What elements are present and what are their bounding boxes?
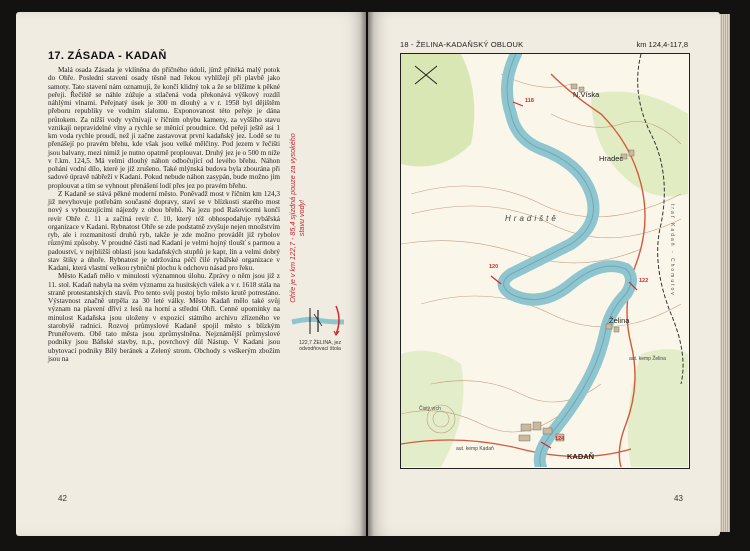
map-label-hradec: Hradec <box>599 154 624 163</box>
side-note-text: Ohře je v km 122,7 - 85,4 sjízdná pouze za vysokého stavu vody! <box>288 133 306 303</box>
km-marker-118: 118 <box>525 98 534 104</box>
page-block-edge <box>720 14 730 532</box>
section-heading: 17. ZÁSADA - KADAŇ <box>48 50 167 62</box>
map-label-railway: trať Kadaň - Chomutov <box>669 204 675 297</box>
km-marker-120: 120 <box>489 264 499 270</box>
map-title: 18 - ŽELINA-KADAŇSKÝ OBLOUK <box>400 40 524 49</box>
paragraph-1: Malá osada Zásada je vklíněna do příčného údolí, jímž přitéká malý potok do Ohře. Poslední stavení osady těsně nad řekou vyhlížejí při plavbě jako samoty. Tato stavení nám oznamují, že končí klidný tok a že se blížíme k pěkné peřeji. Řečiště se náhle zúžuje a stlačená voda překonává výškový rozdíl náhlými vlnami. Peřejnatý úsek je 300 m dlouhý a v r. 1958 byl dějištěm přeboru republiky ve vodním slalomu. Exponovanost této peřeje je dána průtokem. Za nižší vody vyčnívají v říčním ohybu kameny, za vyššího stavu vznikají nepravidelné vlny a rychle se měnící proudnice. Od peřejí ještě asi 1 km voda rychle proudí, než ji začne zastavovat první kadaňský jez. Lodě se tu přenášejí po pravém břehu, kde však jsou velké mělčiny. Pod jezem v řečišti jsou balvany, mezi nimiž je nutno opatrně proplouvat. Druhý jez je o 500 m níže v ř.km. 124,5. Má velmi dlouhý náhon odbočující od levého břehu. Náhon pohání vodní dílo, které je již zrušeno. Také mlýnská budova byla zbourána při sadové úpravě nábřeží v Kadani. Pokud nebude náhon zasypán, bude možno jím proplouvat a tím se vyhnout přenášení lodí přes jez po pravém břehu. <box>48 66 280 190</box>
map-label-camp-zelina: aut. kemp Želina <box>629 356 666 362</box>
map-label-hradiste: Hradiště <box>505 214 559 223</box>
map-km-range: km 124,4-117,8 <box>636 40 688 49</box>
km-marker-122: 122 <box>639 278 649 284</box>
river-map <box>400 53 690 469</box>
side-note-box <box>286 130 330 310</box>
paragraph-3: Město Kadaň mělo v minulosti významnou úlohu. Zprávy o něm jsou již z 11. stol. Kadaň nabyla na svém významu za husitských válek a v r. 1618 stála na straně protestantských stavů. Pro tento svůj postoj bylo město krutě potrestáno. Výstavnost značně utrpěla za 30 leté války. Město Kadaň mělo také svůj význam na plavení dříví z lesů na horní a střední Ohři. Cenné upomínky na minulost Kadaňska jsou uloženy v expozici státního archivu zřízeného ve starobylé radnici. Rozvoj průmyslové Kadaně spojil město s blízkým Prunéřovem. Obě tato města jsou zprůmyslněna. Nejznámější průmyslové podniky jsou Báňské stavby, n.p., povrchový důl Nástup. V Kadani jsou ubytovací podniky Bílý beránek a Zelený strom. Obchody s veškerým zbožím jsou na <box>48 272 280 363</box>
map-label-cisty-vrch: Čistý vrch <box>419 406 441 412</box>
map-label-camp-kadan: aut. kemp Kadaň <box>456 446 494 452</box>
km-marker-124: 124 <box>555 436 565 442</box>
paragraph-2: Z Kadaně se stává pěkné moderní město. Poněvadž most v říčním km 124,3 již nevyhovuje potřebám současné dopravy, staví se v blízkosti starého most nový s vybouzujícími nájezdy z obou břehů. Na jezu pod Rašovicemi končí revír Ohře č. 11 a začíná revír č. 10, který též obhospodařuje rybářská organizace v Kadani. Rybnatost Ohře se zde podstatně zvyšuje nejen množstvím ryb, ale i rozmanitostí druhů ryb, takže je zde možno provádět již rybolov různými způsoby. V proudné části nad Kadaní je velmi hojný tloušť s parmou a padouství, v nejbližší oblasti jsou kadaňských stupňů je kapr, lín a velmi dobrý stav štiky a úhoře. Rybnatost je udržována péčí čilé rybářské organizace v Kadani, která vlastní velkou rybniční plochu k odchovu násad pro řeku. <box>48 189 280 272</box>
page-number-left: 42 <box>58 494 67 503</box>
weir-diagram-caption: 122,7 ŽELINA, jez odvodňovací štola <box>298 340 342 352</box>
forest-area <box>401 54 474 167</box>
map-header <box>400 40 688 52</box>
map-label-kadan: KADAŇ <box>567 452 595 461</box>
map-label-n-viska: N.Víska <box>573 90 600 99</box>
body-text <box>48 66 280 363</box>
map-label-zelina: Želina <box>609 316 630 325</box>
forest-area <box>628 349 688 467</box>
page-number-right: 43 <box>674 494 683 503</box>
weir-diagram <box>290 300 346 340</box>
river-map-drawing <box>401 54 688 467</box>
book-spine-shadow <box>360 12 374 536</box>
